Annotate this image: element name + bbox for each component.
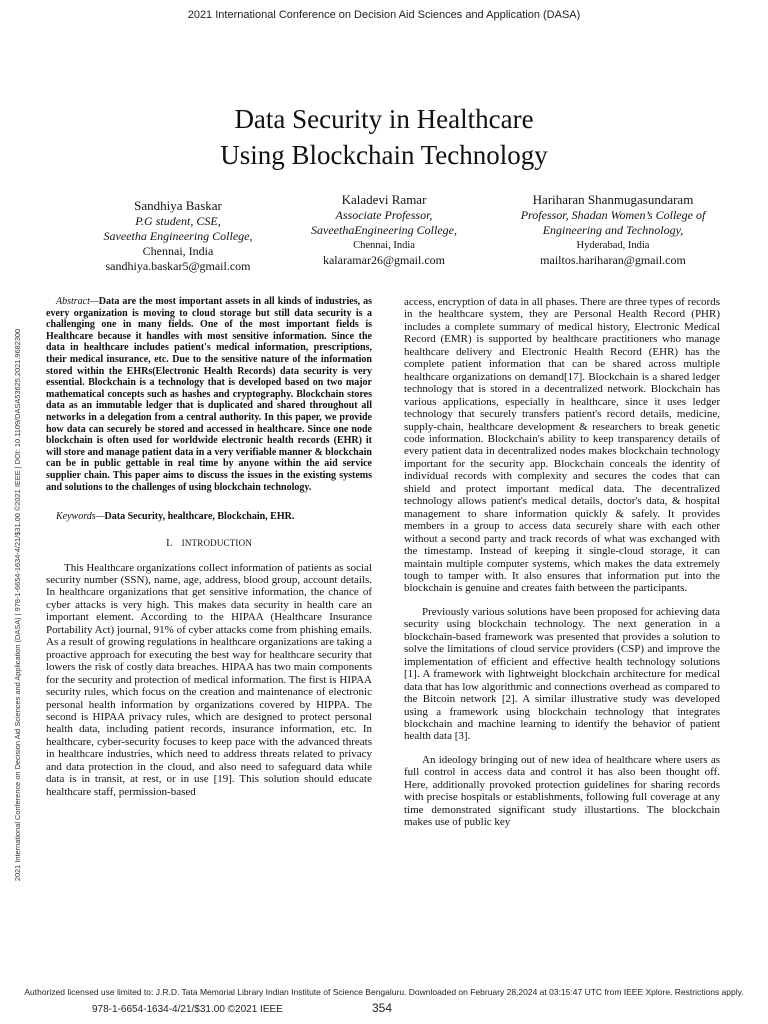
author-location: Chennai, India	[353, 240, 415, 251]
intro-paragraph: This Healthcare organizations collect information of patients as social security number (SSN), name, age, address, blood group, account details. In healthcare organizations that get sensitive information, the chance of cyber attacks is very high. This makes data security in health care an important element. According to the HIPAA (Healthcare Insurance Portability Act) journal, 91% of cyber attacks come from phishing emails. As a result of growing regulations in healthcare organizations are taking a proactive approach for executing the best way for healthcare security that lowers the risk of costly data breaches. HIPAA has two main components for the security and protection of medical information. The first is HIPAA security rules, which focus on the creation and maintenance of electronic personal health information by organizations covered by HIPPA. The second is HIPAA privacy rules, which are designed to protect personal health data, including patient records, insurance information, etc. In healthcare, cyber-security focuses to keep pace with the advanced threats in healthcare industries, which need to address threats related to privacy and data protection in the cloud, and also need to safeguard data while data is in transit, at rest, or in use [19]. This solution should educate healthcare staff, permission-based	[46, 561, 372, 798]
author-email[interactable]: kalaramar26@gmail.com	[322, 253, 445, 267]
author-name: Kaladevi Ramar	[341, 192, 427, 207]
left-column	[46, 296, 372, 798]
section-title: INTRODUCTION	[181, 538, 253, 549]
author-affiliation: Saveetha Engineering College,	[103, 229, 253, 243]
author-location: Chennai, India	[142, 244, 214, 258]
keywords-lead: Keywords—	[56, 511, 105, 523]
author-location: Hyderabad, India	[576, 240, 650, 251]
author-name: Sandhiya Baskar	[134, 198, 222, 213]
author-position: Associate Professor,	[335, 208, 433, 222]
abstract-text: Data are the most important assets in all kinds of industries, as every organization is moving to cloud storage but still data security is a challenging one in many fields. One of the most important fields is Healthcare because it handles with most sensitive information. Since the data in healthcare includes patient's medical information, prescriptions, their medical insurance, etc. Due to the sensitive nature of the information stored within the EHRs(Electronic Health Records) data security is very essential. Blockchain is a technology that is developed based on two major mathematical concepts such as hashes and cryptography. Blockchain stores data as an immutable ledger that is duplicated and shared throughout all networks in a delegation from a central authority. In this paper, we provide how data can securely be stored and accessed in healthcare. Since one node blockchain is often used for worldwide electronic health records (EHR) it will store and manage patient data in a very verifiable manner & blockchain can be in public gettable in real time by anyone within the aid service supplier chain. This paper aims to discuss the issues in the existing systems and solutions to the challenges of using blockchain technology.	[46, 296, 372, 493]
page-number: 354	[372, 1001, 393, 1015]
author-affiliation: SaveethaEngineering College,	[311, 223, 457, 237]
author-position: Professor, Shadan Women’s College of	[520, 208, 706, 222]
author-1	[68, 198, 288, 274]
author-email[interactable]: mailtos.hariharan@gmail.com	[540, 253, 686, 267]
section-heading-introduction	[46, 537, 372, 549]
abstract-lead: Abstract—	[56, 296, 99, 307]
conference-header: 2021 International Conference on Decision Aid Sciences and Application (DASA)	[187, 9, 581, 21]
author-2	[284, 192, 484, 268]
paragraph-previous-solutions: Previously various solutions have been proposed for achieving data security using blockchain technology. The next generation in a blockchain-based framework was presented that provides a solution to solve the limitations of cloud service providers (CSP) and improve the implementation of efficient and effective health technology solutions [1]. A framework with lightweight blockchain architecture for medical data that has low algorithmic and connections overhead as compared to the Bitcoin network [2]. A similar illustrative study was developed using a framework using blockchain technology that integrates blockchain and machine learning to identify the behavior of patient health data [3].	[404, 605, 720, 743]
section-number: I.	[165, 537, 173, 550]
right-column	[404, 296, 720, 829]
title-line-2: Using Blockchain Technology	[220, 140, 548, 170]
doi-sidebar: 2021 International Conference on Decision Aid Sciences and Application (DASA) | 978-1-6654-1634-4/21/$31.00 ©2021 IEEE | DOI: 10.1109/DASA53625.2021.9682300	[13, 328, 22, 882]
author-position: P.G student, CSE,	[135, 214, 221, 228]
footer-isbn: 978-1-6654-1634-4/21/$31.00 ©2021 IEEE	[92, 1004, 283, 1015]
keywords	[46, 511, 372, 523]
paragraph-ideology: An ideology bringing out of new idea of healthcare where users as full control in access data and control it has also been thought off. Here, additionally provoked protection guidelines for sharing records with precise hospitals or establishments, following full coverage at any time demonstrated significant study illustartions. The blockchain makes use of public key	[404, 753, 720, 829]
abstract	[46, 296, 372, 493]
author-name: Hariharan Shanmugasundaram	[532, 192, 694, 207]
author-3	[498, 192, 728, 268]
title-line-1: Data Security in Healthcare	[234, 104, 534, 134]
keywords-text: Data Security, healthcare, Blockchain, EHR.	[104, 511, 295, 523]
author-email[interactable]: sandhiya.baskar5@gmail.com	[105, 259, 251, 273]
paragraph-records: access, encryption of data in all phases. There are three types of records in the healthcare system, they are Personal Health Record (PHR) includes a complete summary of medical history, Electronic Medical Record (EMR) is supported by healthcare practitioners who manage healthcare delivery and Electronic Health Record (EHR) has the complete patient information that can be shared across multiple healthcare organizations on demand[17]. Blockchain is a shared ledger technology that is stored in a decentralized network. Blockchain has various applications, especially in healthcare, since it uses ledger technology that securely transfers patient's record details, medicine, supply-chain, healthcare development & researchers to break genetic code information. Blockchain's ability to keep transparency details of every patient data in decentralized nodes makes blockchain technology important for the security app. Blockchain conceals the identity of individual records with complexity and secures the codes that can shield and protect important medical data. The decentralized technology allows patient's medical details, doctor's data, & hospital management to share information quickly & safely. It provides members in a group to access data securely share with each other without a second party and track records of what was exchanged with the timestamp. Instead of keeping it single-cloud storage, it can maintain multiple computer systems, which makes the data extremely tough to tamper with. It also ensures that information put into the blockchain is genuine and creates faith between the participants.	[404, 296, 720, 595]
license-notice: Authorized licensed use limited to: J.R.D. Tata Memorial Library Indian Institute of Science Bengaluru. Downloaded on February 28,2024 at 03:15:47 UTC from IEEE Xplore. Restrictions apply.	[24, 987, 744, 997]
paper-title	[0, 101, 768, 173]
author-affiliation: Engineering and Technology,	[542, 223, 684, 237]
